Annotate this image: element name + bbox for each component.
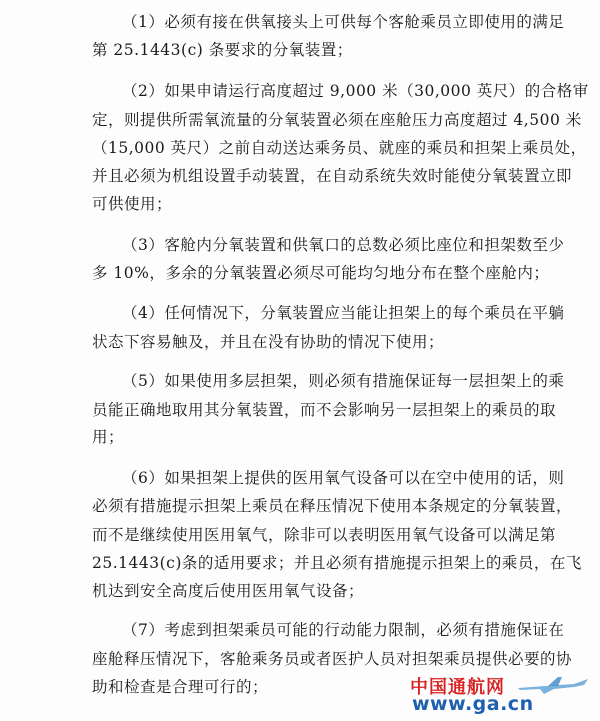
- paragraph-6-line-5: 机达到安全高度后使用医用氧气设备；: [92, 582, 365, 600]
- paragraph-2-line-3: （15,000 英尺）之前自动送达乘务员、就座的乘员和担架上乘员处，: [92, 139, 587, 157]
- paragraph-7-line-1: （7）考虑到担架乘员可能的行动能力限制，必须有措施保证在: [122, 621, 565, 639]
- paragraph-7-line-3: 助和检查是合理可行的；: [92, 678, 269, 696]
- paragraph-6-line-4: 25.1443(c)条的适用要求；并且必须有措施提示担架上的乘员，在飞: [92, 554, 582, 572]
- paragraph-4-line-2: 状态下容易触及，并且在没有协助的情况下使用；: [92, 333, 445, 351]
- paragraph-5-line-3: 用；: [92, 428, 125, 446]
- watermark-title: 中国通航网: [410, 677, 505, 698]
- paragraph-2-line-2: 定，则提供所需氧流量的分氧装置必须在座舱压力高度超过 4,500 米: [92, 111, 582, 129]
- paragraph-6-line-2: 必须有措施提示担架上乘员在释压情况下使用本条规定的分氧装置，: [92, 497, 573, 515]
- paragraph-7-line-2: 座舱释压情况下，客舱乘务员或者医护人员对担架乘员提供必要的协: [92, 650, 573, 668]
- paragraph-2-line-1: （2）如果申请运行高度超过 9,000 米（30,000 英尺）的合格审: [122, 82, 589, 100]
- paragraph-6-line-3: 而不是继续使用医用氧气，除非可以表明医用氧气设备可以满足第: [92, 526, 557, 544]
- watermark-url: www.ga.cn: [412, 693, 534, 715]
- paragraph-4-line-1: （4）任何情况下，分氧装置应当能让担架上的每个乘员在平躺: [122, 304, 565, 322]
- airplane-logo-icon: [514, 673, 592, 695]
- paragraph-2-line-4: 并且必须为机组设置手动装置，在自动系统失效时能使分氧装置立即: [92, 167, 573, 185]
- paragraph-5-line-1: （5）如果使用多层担架，则必须有措施保证每一层担架上的乘: [122, 372, 565, 390]
- paragraph-6-line-1: （6）如果担架上提供的医用氧气设备可以在空中使用的话，则: [122, 469, 565, 487]
- paragraph-1-line-2: 第 25.1443(c) 条要求的分氧装置；: [92, 41, 353, 59]
- paragraph-3-line-2: 多 10%，多余的分氧装置必须尽可能均匀地分布在整个座舱内；: [92, 264, 550, 282]
- paragraph-5-line-2: 员能正确地取用其分氧装置，而不会影响另一层担架上的乘员的取: [92, 401, 557, 419]
- paragraph-1-line-1: （1）必须有接在供氧接头上可供每个客舱乘员立即使用的满足: [122, 13, 565, 31]
- site-watermark: [402, 673, 592, 717]
- paragraph-2-line-5: 可供使用；: [92, 195, 173, 213]
- paragraph-3-line-1: （3）客舱内分氧装置和供氧口的总数必须比座位和担架数至少: [122, 236, 565, 254]
